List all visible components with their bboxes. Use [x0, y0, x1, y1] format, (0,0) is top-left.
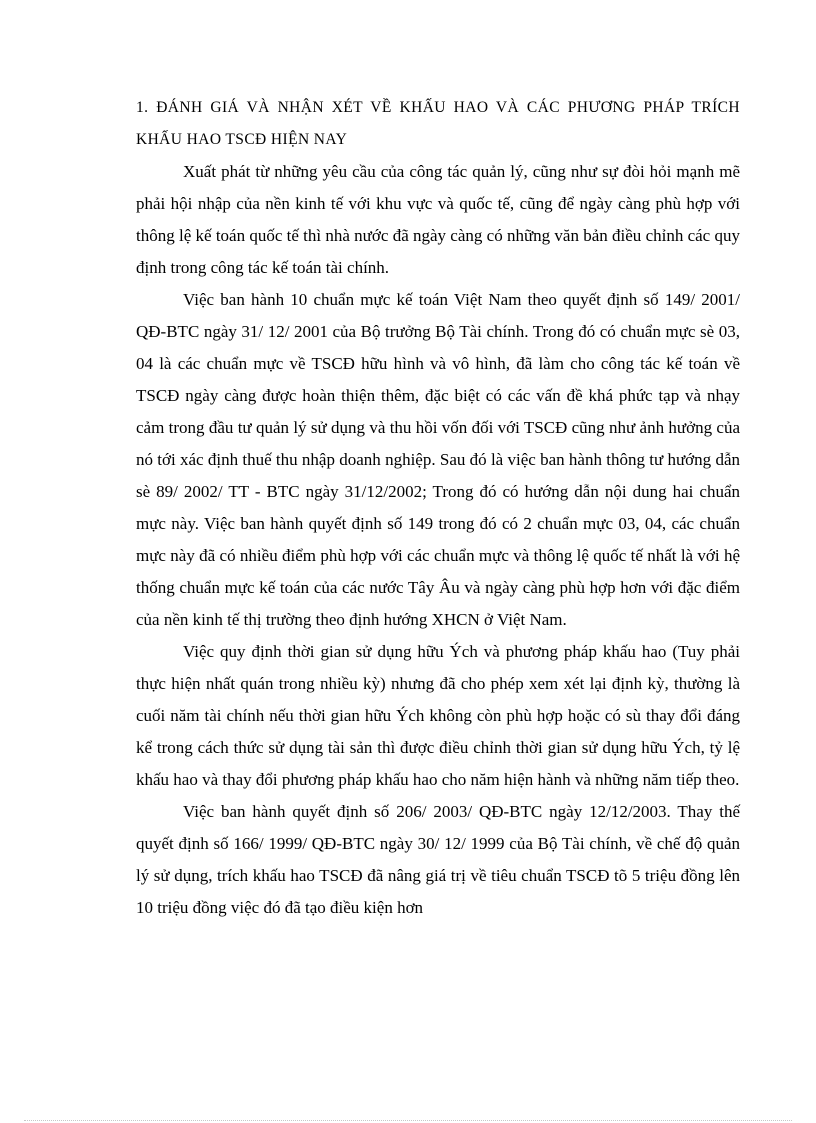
- paragraph: Việc quy định thời gian sử dụng hữu Ých và phương pháp khấu hao (Tuy phải thực hiện nhất quán trong nhiều kỳ) nhưng đã cho phép xem xét lại định kỳ, thường là cuối năm tài chính nếu thời gian hữu Ých không còn phù hợp hoặc có sù thay đổi đáng kể trong cách thức sử dụng tài sản thì được điều chỉnh thời gian sử dụng hữu Ých, tỷ lệ khấu hao và thay đổi phương pháp khấu hao cho năm hiện hành và những năm tiếp theo.: [136, 642, 740, 789]
- paragraph: Việc ban hành quyết định số 206/ 2003/ QĐ-BTC ngày 12/12/2003. Thay thế quyết định số 166/ 1999/ QĐ-BTC ngày 30/ 12/ 1999 của Bộ Tài chính, về chế độ quản lý sử dụng, trích khấu hao TSCĐ đã nâng giá trị về tiêu chuẩn TSCĐ tõ 5 triệu đồng lên 10 triệu đồng việc đó đã tạo điều kiện hơn: [136, 802, 740, 917]
- page-bottom-divider: [24, 1120, 792, 1121]
- paragraph: Xuất phát từ những yêu cầu của công tác quản lý, cũng như sự đòi hỏi mạnh mẽ phải hội nhập của nền kinh tế với khu vực và quốc tế, cũng để ngày càng phù hợp với thông lệ kế toán quốc tế thì nhà nước đã ngày càng có những văn bản điều chỉnh các quy định trong công tác kế toán tài chính.: [136, 162, 740, 277]
- paragraph: Việc ban hành 10 chuẩn mực kế toán Việt Nam theo quyết định số 149/ 2001/ QĐ-BTC ngày 31/ 12/ 2001 của Bộ trưởng Bộ Tài chính. Trong đó có chuẩn mực sè 03, 04 là các chuẩn mực về TSCĐ hữu hình và vô hình, đã làm cho công tác kế toán về TSCĐ ngày càng được hoàn thiện thêm, đặc biệt có các vấn đề khá phức tạp và nhạy cảm trong đầu tư quản lý sử dụng và thu hồi vốn đối với TSCĐ cũng như ảnh hưởng của nó tới xác định thuế thu nhập doanh nghiệp. Sau đó là việc ban hành thông tư hướng dẫn sè 89/ 2002/ TT - BTC ngày 31/12/2002; Trong đó có hướng dẫn nội dung hai chuẩn mực này. Việc ban hành quyết định số 149 trong đó có 2 chuẩn mực 03, 04, các chuẩn mực này đã có nhiều điểm phù hợp với các chuẩn mực và thông lệ quốc tế nhất là với hệ thống chuẩn mực kế toán của các nước Tây Âu và ngày càng phù hợp hơn với đặc điểm của nền kinh tế thị trường theo định hướng XHCN ở Việt Nam.: [136, 290, 740, 629]
- document-body: [136, 92, 740, 924]
- section-heading: 1. ĐÁNH GIÁ VÀ NHẬN XÉT VỀ KHẤU HAO VÀ CÁC PHƯƠNG PHÁP TRÍCH KHẤU HAO TSCĐ HIỆN NAY: [136, 99, 740, 148]
